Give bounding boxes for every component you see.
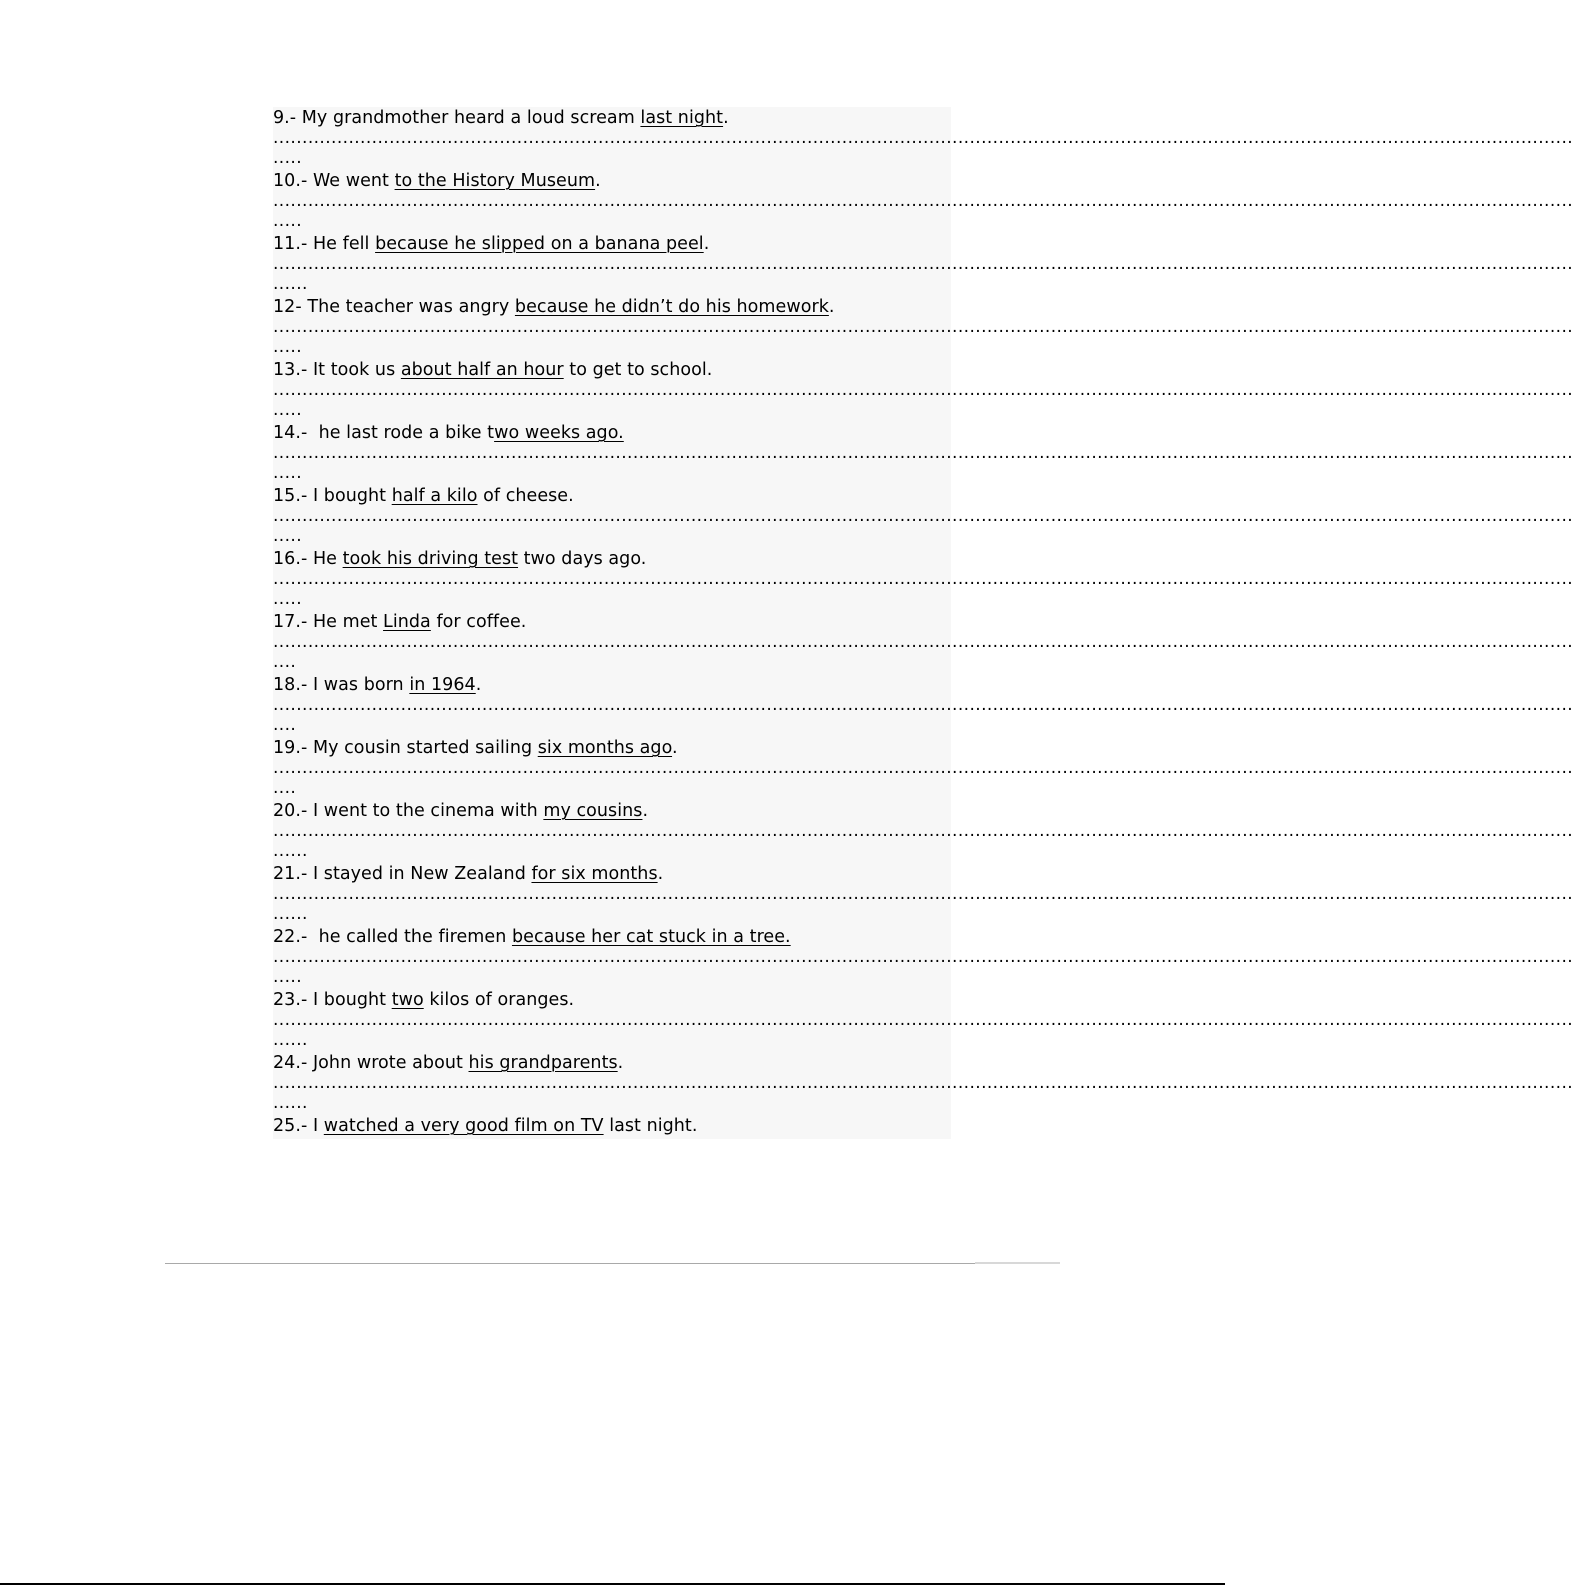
underlined-phrase: six months ago bbox=[537, 738, 673, 758]
question-item bbox=[273, 548, 1573, 611]
underlined-phrase: wo weeks ago. bbox=[494, 423, 624, 443]
underlined-phrase: took his driving test bbox=[342, 549, 519, 569]
question-text: 18.- I was born in 1964. bbox=[273, 675, 482, 695]
question-item bbox=[273, 296, 1573, 359]
footer-mark bbox=[975, 1262, 1060, 1264]
question-item bbox=[273, 1052, 1573, 1115]
question-item bbox=[273, 989, 1573, 1052]
underlined-phrase: two bbox=[391, 990, 424, 1010]
question-item bbox=[273, 107, 1573, 170]
answer-line-tail: ..... bbox=[273, 337, 303, 357]
answer-line[interactable]: ................................................................................................................................................................................................................................ bbox=[273, 254, 1573, 274]
question-item bbox=[273, 485, 1573, 548]
underlined-phrase: last night bbox=[640, 108, 724, 128]
answer-line-tail: ...... bbox=[273, 1093, 308, 1113]
question-item bbox=[273, 926, 1573, 989]
question-text: 25.- I watched a very good film on TV last night. bbox=[273, 1116, 698, 1136]
worksheet bbox=[273, 107, 1573, 1139]
question-text: 12- The teacher was angry because he didn’t do his homework. bbox=[273, 297, 835, 317]
question-item bbox=[273, 863, 1573, 926]
question-text: 17.- He met Linda for coffee. bbox=[273, 612, 527, 632]
question-text: 23.- I bought two kilos of oranges. bbox=[273, 990, 575, 1010]
underlined-phrase: to the History Museum bbox=[394, 171, 596, 191]
answer-line[interactable]: ................................................................................................................................................................................................................................ bbox=[273, 1010, 1573, 1030]
answer-line-tail: ...... bbox=[273, 1030, 308, 1050]
underlined-phrase: because he slipped on a banana peel bbox=[375, 234, 704, 254]
answer-line[interactable]: ................................................................................................................................................................................................................................ bbox=[273, 128, 1573, 148]
answer-line-tail: ..... bbox=[273, 463, 303, 483]
answer-line[interactable]: ................................................................................................................................................................................................................................ bbox=[273, 317, 1573, 337]
question-item bbox=[273, 1115, 951, 1145]
answer-line-tail: ..... bbox=[273, 148, 303, 168]
question-text: 24.- John wrote about his grandparents. bbox=[273, 1053, 624, 1073]
question-item bbox=[273, 233, 1573, 296]
underlined-phrase: Linda bbox=[383, 612, 431, 632]
question-item bbox=[273, 674, 1573, 737]
question-text: 11.- He fell because he slipped on a banana peel. bbox=[273, 234, 710, 254]
question-text: 16.- He took his driving test two days ago. bbox=[273, 549, 647, 569]
underlined-phrase: in 1964 bbox=[409, 675, 476, 695]
answer-line-tail: ..... bbox=[273, 967, 303, 987]
question-item bbox=[273, 422, 1573, 485]
answer-line[interactable]: ................................................................................................................................................................................................................................ bbox=[273, 821, 1573, 841]
underlined-phrase: his grandparents bbox=[468, 1053, 618, 1073]
question-item bbox=[273, 170, 1573, 233]
underlined-phrase: because her cat stuck in a tree. bbox=[511, 927, 791, 947]
answer-line-tail: .... bbox=[273, 715, 297, 735]
answer-line[interactable]: ................................................................................................................................................................................................................................ bbox=[273, 758, 1573, 778]
question-text: 20.- I went to the cinema with my cousins. bbox=[273, 801, 649, 821]
question-text: 15.- I bought half a kilo of cheese. bbox=[273, 486, 574, 506]
underlined-phrase: half a kilo bbox=[391, 486, 478, 506]
question-text: 22.- he called the firemen because her cat stuck in a tree. bbox=[273, 927, 791, 947]
answer-line[interactable]: ................................................................................................................................................................................................................................ bbox=[273, 947, 1573, 967]
answer-line[interactable]: ................................................................................................................................................................................................................................ bbox=[273, 632, 1573, 652]
question-text: 9.- My grandmother heard a loud scream last night. bbox=[273, 108, 729, 128]
question-item bbox=[273, 800, 1573, 863]
question-text: 10.- We went to the History Museum. bbox=[273, 171, 601, 191]
answer-line-tail: .... bbox=[273, 652, 297, 672]
answer-line-tail: ..... bbox=[273, 211, 303, 231]
question-item bbox=[273, 611, 1573, 674]
answer-line[interactable]: ................................................................................................................................................................................................................................ bbox=[273, 191, 1573, 211]
footer-divider bbox=[165, 1263, 1060, 1264]
answer-line[interactable]: ................................................................................................................................................................................................................................ bbox=[273, 884, 1573, 904]
answer-line-tail: .... bbox=[273, 778, 297, 798]
answer-line[interactable]: ................................................................................................................................................................................................................................ bbox=[273, 506, 1573, 526]
question-text: 13.- It took us about half an hour to get to school. bbox=[273, 360, 713, 380]
answer-line-tail: ..... bbox=[273, 526, 303, 546]
answer-line[interactable]: ................................................................................................................................................................................................................................ bbox=[273, 695, 1573, 715]
answer-line[interactable]: ................................................................................................................................................................................................................................ bbox=[273, 380, 1573, 400]
answer-line-tail: ..... bbox=[273, 589, 303, 609]
answer-line[interactable]: ................................................................................................................................................................................................................................ bbox=[273, 443, 1573, 463]
underlined-phrase: watched a very good film on TV bbox=[323, 1116, 604, 1136]
answer-line-tail: ...... bbox=[273, 841, 308, 861]
answer-line[interactable]: ................................................................................................................................................................................................................................ bbox=[273, 1073, 1573, 1093]
underlined-phrase: for six months bbox=[531, 864, 658, 884]
question-item bbox=[273, 359, 1573, 422]
answer-line-tail: ..... bbox=[273, 400, 303, 420]
underlined-phrase: about half an hour bbox=[400, 360, 564, 380]
question-item bbox=[273, 737, 1573, 800]
underlined-phrase: my cousins bbox=[543, 801, 643, 821]
question-text: 14.- he last rode a bike two weeks ago. bbox=[273, 423, 624, 443]
answer-line-tail: ...... bbox=[273, 904, 308, 924]
question-text: 21.- I stayed in New Zealand for six months. bbox=[273, 864, 664, 884]
underlined-phrase: because he didn’t do his homework bbox=[514, 297, 829, 317]
answer-line-tail: ...... bbox=[273, 274, 308, 294]
question-text: 19.- My cousin started sailing six months ago. bbox=[273, 738, 678, 758]
answer-line[interactable]: ................................................................................................................................................................................................................................ bbox=[273, 569, 1573, 589]
